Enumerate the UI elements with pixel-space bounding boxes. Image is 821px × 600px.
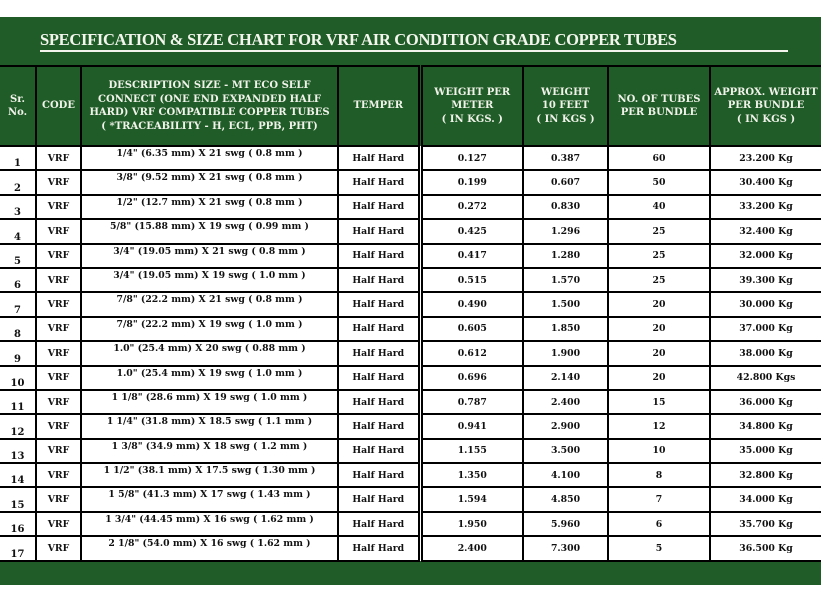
cell-weight-10-feet: 1.280 [523, 244, 608, 268]
cell-weight-per-meter: 0.515 [420, 268, 523, 292]
col-header-weight-10-feet [523, 66, 608, 146]
cell-code: VRF [36, 487, 81, 511]
cell-temper: Half Hard [338, 268, 420, 292]
cell-code: VRF [36, 414, 81, 438]
cell-sr-no: 16 [0, 512, 36, 536]
cell-weight-10-feet: 5.960 [523, 512, 608, 536]
cell-approx-weight: 35.000 Kg [710, 439, 821, 463]
cell-tubes-per-bundle: 60 [608, 146, 710, 170]
header-line: Sr. [9, 93, 26, 105]
cell-tubes-per-bundle: 10 [608, 439, 710, 463]
cell-code: VRF [36, 512, 81, 536]
table-row [0, 244, 821, 268]
cell-tubes-per-bundle: 6 [608, 512, 710, 536]
table-row [0, 536, 821, 560]
table-row [0, 487, 821, 511]
cell-tubes-per-bundle: 20 [608, 341, 710, 365]
cell-approx-weight: 39.300 Kg [710, 268, 821, 292]
cell-code: VRF [36, 390, 81, 414]
cell-weight-per-meter: 1.155 [420, 439, 523, 463]
spec-table [0, 65, 821, 562]
cell-code: VRF [36, 439, 81, 463]
cell-weight-per-meter: 1.594 [420, 487, 523, 511]
cell-tubes-per-bundle: 20 [608, 366, 710, 390]
cell-description: 1/4" (6.35 mm) X 21 swg ( 0.8 mm ) [81, 146, 338, 170]
cell-tubes-per-bundle: 25 [608, 219, 710, 243]
cell-description: 2 1/8" (54.0 mm) X 16 swg ( 1.62 mm ) [81, 536, 338, 560]
cell-weight-10-feet: 4.100 [523, 463, 608, 487]
cell-temper: Half Hard [338, 219, 420, 243]
cell-tubes-per-bundle: 15 [608, 390, 710, 414]
cell-weight-10-feet: 1.500 [523, 292, 608, 316]
cell-temper: Half Hard [338, 146, 420, 170]
table-row [0, 414, 821, 438]
header-row [0, 66, 821, 146]
cell-tubes-per-bundle: 7 [608, 487, 710, 511]
cell-weight-per-meter: 0.490 [420, 292, 523, 316]
cell-approx-weight: 34.000 Kg [710, 487, 821, 511]
table-row [0, 439, 821, 463]
page-title: SPECIFICATION & SIZE CHART FOR VRF AIR CONDITION GRADE COPPER TUBES [40, 30, 677, 49]
cell-tubes-per-bundle: 20 [608, 317, 710, 341]
table-row [0, 463, 821, 487]
cell-approx-weight: 32.400 Kg [710, 219, 821, 243]
table-row [0, 390, 821, 414]
cell-temper: Half Hard [338, 414, 420, 438]
cell-temper: Half Hard [338, 292, 420, 316]
cell-temper: Half Hard [338, 390, 420, 414]
cell-approx-weight: 23.200 Kg [710, 146, 821, 170]
cell-weight-10-feet: 0.387 [523, 146, 608, 170]
cell-code: VRF [36, 341, 81, 365]
cell-weight-10-feet: 4.850 [523, 487, 608, 511]
col-header-description [81, 66, 338, 146]
cell-description: 1 1/4" (31.8 mm) X 18.5 swg ( 1.1 mm ) [81, 414, 338, 438]
cell-weight-per-meter: 0.425 [420, 219, 523, 243]
cell-sr-no: 8 [0, 317, 36, 341]
cell-description: 1 5/8" (41.3 mm) X 17 swg ( 1.43 mm ) [81, 487, 338, 511]
cell-approx-weight: 36.500 Kg [710, 536, 821, 560]
header-line: PER BUNDLE [620, 107, 698, 118]
cell-code: VRF [36, 244, 81, 268]
table-row [0, 146, 821, 170]
cell-approx-weight: 30.000 Kg [710, 292, 821, 316]
table-row [0, 268, 821, 292]
header-line: WEIGHT [541, 86, 590, 98]
cell-tubes-per-bundle: 20 [608, 292, 710, 316]
cell-code: VRF [36, 219, 81, 243]
cell-code: VRF [36, 463, 81, 487]
cell-code: VRF [36, 195, 81, 219]
bottom-green-strip [0, 578, 821, 585]
cell-weight-10-feet: 2.140 [523, 366, 608, 390]
header-line: WEIGHT PER [434, 86, 511, 98]
cell-sr-no: 14 [0, 463, 36, 487]
cell-sr-no: 2 [0, 170, 36, 194]
cell-description: 3/4" (19.05 mm) X 19 swg ( 1.0 mm ) [81, 268, 338, 292]
cell-sr-no: 17 [0, 536, 36, 560]
col-header-tubes-per-bundle [608, 66, 710, 146]
col-header-temper [338, 66, 420, 146]
cell-tubes-per-bundle: 25 [608, 244, 710, 268]
cell-sr-no: 10 [0, 366, 36, 390]
cell-approx-weight: 37.000 Kg [710, 317, 821, 341]
cell-approx-weight: 32.800 Kg [710, 463, 821, 487]
table-row [0, 512, 821, 536]
header-line: HARD) VRF COMPATIBLE COPPER TUBES [89, 107, 330, 118]
cell-weight-per-meter: 2.400 [420, 536, 523, 560]
cell-temper: Half Hard [338, 487, 420, 511]
cell-temper: Half Hard [338, 244, 420, 268]
cell-tubes-per-bundle: 8 [608, 463, 710, 487]
cell-code: VRF [36, 146, 81, 170]
cell-tubes-per-bundle: 50 [608, 170, 710, 194]
cell-weight-10-feet: 0.830 [523, 195, 608, 219]
cell-temper: Half Hard [338, 195, 420, 219]
cell-sr-no: 9 [0, 341, 36, 365]
cell-sr-no: 6 [0, 268, 36, 292]
cell-weight-per-meter: 0.941 [420, 414, 523, 438]
cell-sr-no: 4 [0, 219, 36, 243]
cell-weight-10-feet: 2.900 [523, 414, 608, 438]
cell-description: 1.0" (25.4 mm) X 20 swg ( 0.88 mm ) [81, 341, 338, 365]
header-line: PER BUNDLE [727, 100, 805, 112]
table-row [0, 317, 821, 341]
cell-temper: Half Hard [338, 366, 420, 390]
cell-weight-per-meter: 0.272 [420, 195, 523, 219]
cell-temper: Half Hard [338, 536, 420, 560]
cell-description: 1 3/8" (34.9 mm) X 18 swg ( 1.2 mm ) [81, 439, 338, 463]
table-row [0, 195, 821, 219]
cell-weight-per-meter: 0.199 [420, 170, 523, 194]
cell-weight-per-meter: 1.350 [420, 463, 523, 487]
cell-weight-per-meter: 0.127 [420, 146, 523, 170]
cell-sr-no: 15 [0, 487, 36, 511]
cell-tubes-per-bundle: 40 [608, 195, 710, 219]
table-row [0, 292, 821, 316]
header-line: APPROX. WEIGHT [714, 86, 818, 98]
cell-description: 1/2" (12.7 mm) X 21 swg ( 0.8 mm ) [81, 195, 338, 219]
header-line: ( IN KGS. ) [441, 113, 503, 125]
title-underline [40, 50, 788, 52]
cell-temper: Half Hard [338, 170, 420, 194]
cell-tubes-per-bundle: 5 [608, 536, 710, 560]
cell-weight-10-feet: 1.850 [523, 317, 608, 341]
table-row [0, 341, 821, 365]
cell-approx-weight: 34.800 Kg [710, 414, 821, 438]
cell-sr-no: 13 [0, 439, 36, 463]
header-line: 10 FEET [541, 100, 590, 112]
cell-sr-no: 3 [0, 195, 36, 219]
cell-code: VRF [36, 536, 81, 560]
cell-weight-per-meter: 0.612 [420, 341, 523, 365]
table-row [0, 170, 821, 194]
cell-weight-per-meter: 0.696 [420, 366, 523, 390]
header-line: TEMPER [353, 100, 404, 112]
header-line: CONNECT (ONE END EXPANDED HALF [98, 93, 321, 105]
header-line: ( IN KGS ) [536, 113, 595, 125]
cell-approx-weight: 42.800 Kgs [710, 366, 821, 390]
cell-temper: Half Hard [338, 341, 420, 365]
cell-sr-no: 5 [0, 244, 36, 268]
cell-weight-10-feet: 1.296 [523, 219, 608, 243]
cell-description: 1 1/2" (38.1 mm) X 17.5 swg ( 1.30 mm ) [81, 463, 338, 487]
header-line: METER [451, 100, 494, 112]
header-line: ( IN KGS ) [736, 113, 796, 125]
cell-description: 3/8" (9.52 mm) X 21 swg ( 0.8 mm ) [81, 170, 338, 194]
cell-description: 1.0" (25.4 mm) X 19 swg ( 1.0 mm ) [81, 366, 338, 390]
header-line: CODE [42, 100, 75, 112]
cell-weight-10-feet: 3.500 [523, 439, 608, 463]
cell-weight-per-meter: 0.605 [420, 317, 523, 341]
cell-code: VRF [36, 268, 81, 292]
cell-weight-per-meter: 1.950 [420, 512, 523, 536]
cell-weight-10-feet: 7.300 [523, 536, 608, 560]
cell-tubes-per-bundle: 12 [608, 414, 710, 438]
cell-description: 7/8" (22.2 mm) X 19 swg ( 1.0 mm ) [81, 317, 338, 341]
col-header-approx-weight-per-bundle [710, 66, 821, 146]
cell-sr-no: 7 [0, 292, 36, 316]
cell-sr-no: 11 [0, 390, 36, 414]
cell-approx-weight: 38.000 Kg [710, 341, 821, 365]
cell-code: VRF [36, 366, 81, 390]
header-line: ( *TRACEABILITY - H, ECL, PPB, PHT) [101, 120, 318, 132]
table-row [0, 366, 821, 390]
col-header-weight-per-meter [420, 66, 523, 146]
cell-approx-weight: 33.200 Kg [710, 195, 821, 219]
cell-code: VRF [36, 170, 81, 194]
cell-description: 5/8" (15.88 mm) X 19 swg ( 0.99 mm ) [81, 219, 338, 243]
table-row [0, 219, 821, 243]
cell-code: VRF [36, 292, 81, 316]
cell-tubes-per-bundle: 25 [608, 268, 710, 292]
cell-weight-per-meter: 0.417 [420, 244, 523, 268]
col-header-sr-no [0, 66, 36, 146]
cell-description: 1 3/4" (44.45 mm) X 16 swg ( 1.62 mm ) [81, 512, 338, 536]
header-line: No. [7, 107, 28, 118]
cell-description: 1 1/8" (28.6 mm) X 19 swg ( 1.0 mm ) [81, 390, 338, 414]
cell-weight-10-feet: 0.607 [523, 170, 608, 194]
cell-approx-weight: 32.000 Kg [710, 244, 821, 268]
cell-temper: Half Hard [338, 512, 420, 536]
cell-description: 3/4" (19.05 mm) X 21 swg ( 0.8 mm ) [81, 244, 338, 268]
cell-sr-no: 1 [0, 146, 36, 170]
col-header-code [36, 66, 81, 146]
cell-weight-per-meter: 0.787 [420, 390, 523, 414]
cell-temper: Half Hard [338, 317, 420, 341]
cell-description: 7/8" (22.2 mm) X 21 swg ( 0.8 mm ) [81, 292, 338, 316]
cell-sr-no: 12 [0, 414, 36, 438]
cell-weight-10-feet: 1.900 [523, 341, 608, 365]
cell-approx-weight: 35.700 Kg [710, 512, 821, 536]
cell-approx-weight: 36.000 Kg [710, 390, 821, 414]
cell-weight-10-feet: 1.570 [523, 268, 608, 292]
cell-temper: Half Hard [338, 463, 420, 487]
cell-approx-weight: 30.400 Kg [710, 170, 821, 194]
cell-temper: Half Hard [338, 439, 420, 463]
cell-code: VRF [36, 317, 81, 341]
header-line: DESCRIPTION SIZE - MT ECO SELF [108, 80, 311, 91]
cell-weight-10-feet: 2.400 [523, 390, 608, 414]
header-line: NO. OF TUBES [617, 93, 701, 105]
